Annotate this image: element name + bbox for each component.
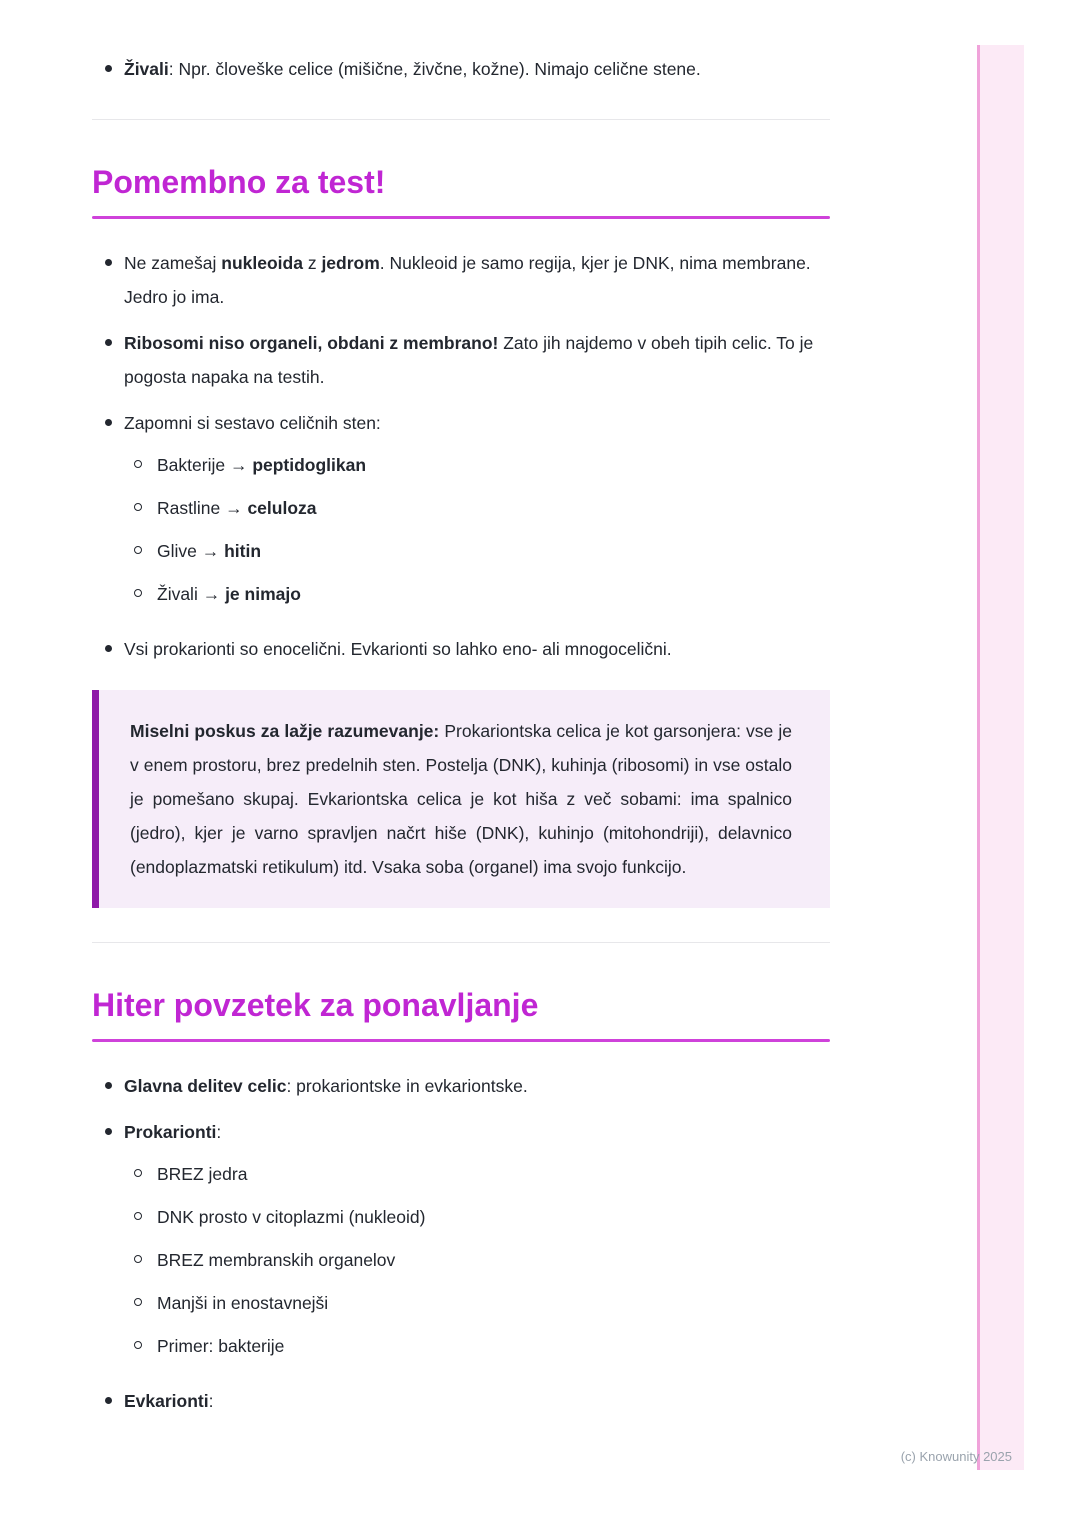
list-item-text xyxy=(124,1069,830,1103)
circle-bullet-icon xyxy=(134,1212,142,1220)
list-item-text xyxy=(124,246,830,314)
list-item-text xyxy=(157,534,261,568)
list-item-text xyxy=(124,1115,830,1149)
section-divider xyxy=(92,119,830,120)
text-segment: hitin xyxy=(224,541,262,561)
text-segment: je nimajo xyxy=(225,584,301,604)
list-item-text xyxy=(157,448,366,482)
circle-bullet-icon xyxy=(134,1298,142,1306)
text-segment: Zapomni si sestavo celičnih sten: xyxy=(124,413,381,433)
text-segment: Prokariontska celica je kot garsonjera: vse je v enem prostoru, brez predelnih sten. Postelja (DNK), kuhinja (ribosomi) in vse ostalo je pomešano skupaj. Evkariontska celica je kot hiša z več sobami: ima spalnico (jedro), kjer je varno spravljen načrt hiše (DNK), kuhinjo (mitohondriji), delavnico (endoplazmatski retikulum) itd. Vsaka soba (organel) ima svojo funkcijo. xyxy=(130,721,793,877)
list-item xyxy=(92,246,830,314)
list-item-text xyxy=(124,1384,830,1418)
list-item-text: BREZ jedra xyxy=(157,1164,248,1184)
text-segment: Bakterije → xyxy=(157,455,253,475)
bullet-dot-icon xyxy=(105,1128,112,1135)
bullet-dot-icon xyxy=(105,65,112,72)
text-segment: peptidoglikan xyxy=(252,455,367,475)
text-segment: : xyxy=(216,1122,222,1142)
text-segment: . Nukleoid je samo regija, kjer je DNK, nima membrane. Jedro jo ima. xyxy=(124,253,811,307)
section-title: Pomembno za test! xyxy=(92,164,386,200)
section-divider xyxy=(92,942,830,943)
circle-bullet-icon xyxy=(134,503,142,511)
circle-bullet-icon xyxy=(134,589,142,597)
text-segment: nukleoida xyxy=(221,253,303,273)
circle-bullet-icon xyxy=(134,546,142,554)
list-item xyxy=(124,1157,830,1191)
list-item-text: Manjši in enostavnejši xyxy=(157,1293,329,1313)
list-item xyxy=(92,1069,830,1103)
list-item xyxy=(92,406,830,620)
page-edge-decoration xyxy=(977,45,1024,1470)
circle-bullet-icon xyxy=(134,1169,142,1177)
text-segment: Prokarionti xyxy=(124,1122,217,1142)
callout-text xyxy=(130,714,792,884)
sub-bullet-list xyxy=(124,1157,830,1363)
text-segment: Rastline → xyxy=(157,498,248,518)
text-segment: Ne zamešaj xyxy=(124,253,222,273)
text-segment: Zato jih najdemo v obeh tipih celic. To je pogosta napaka na testih. xyxy=(124,333,814,387)
list-item xyxy=(124,1200,830,1234)
text-segment: z xyxy=(302,253,322,273)
list-item xyxy=(124,534,830,568)
list-item xyxy=(124,1286,830,1320)
list-item xyxy=(124,448,830,482)
text-segment: Vsi prokarionti so enocelični. Evkarionti so lahko eno- ali mnogocelični. xyxy=(124,639,672,659)
list-item xyxy=(124,1243,830,1277)
list-item-text: DNK prosto v citoplazmi (nukleoid) xyxy=(157,1207,426,1227)
sub-bullet-list xyxy=(124,448,830,611)
circle-bullet-icon xyxy=(134,1341,142,1349)
list-item xyxy=(124,491,830,525)
bullet-dot-icon xyxy=(105,645,112,652)
list-item xyxy=(92,1115,830,1372)
text-segment: Miselni poskus za lažje razumevanje: xyxy=(130,721,440,741)
text-segment: Ribosomi niso organeli, obdani z membrano! xyxy=(124,333,499,353)
list-item xyxy=(92,632,830,666)
text-segment: : xyxy=(208,1391,214,1411)
text-segment: Živali xyxy=(124,59,169,79)
title-underline xyxy=(92,1039,830,1042)
list-item-text xyxy=(157,491,317,525)
circle-bullet-icon xyxy=(134,460,142,468)
text-segment: jedrom xyxy=(321,253,380,273)
text-segment: Glive → xyxy=(157,541,225,561)
notes-content xyxy=(92,0,830,1430)
circle-bullet-icon xyxy=(134,1255,142,1263)
text-segment: Evkarionti xyxy=(124,1391,209,1411)
top-bullet-list xyxy=(92,52,830,86)
list-item xyxy=(124,577,830,611)
list-item-text xyxy=(124,632,830,666)
watermark-credit: (c) Knowunity 2025 xyxy=(900,1449,1012,1464)
list-item-text xyxy=(124,52,830,86)
title-underline xyxy=(92,216,830,219)
list-item xyxy=(92,52,830,86)
list-item-text: BREZ membranskih organelov xyxy=(157,1250,396,1270)
bullet-dot-icon xyxy=(105,339,112,346)
section-pomembno-za-test xyxy=(92,162,830,908)
bullet-dot-icon xyxy=(105,259,112,266)
bullet-dot-icon xyxy=(105,1397,112,1404)
text-segment: celuloza xyxy=(247,498,317,518)
list-item-text: Primer: bakterije xyxy=(157,1336,285,1356)
section-title: Hiter povzetek za ponavljanje xyxy=(92,987,539,1023)
text-segment: Glavna delitev celic xyxy=(124,1076,287,1096)
bullet-dot-icon xyxy=(105,1082,112,1089)
bullet-dot-icon xyxy=(105,419,112,426)
list-item xyxy=(92,326,830,394)
list-item-text xyxy=(124,406,830,440)
list-item xyxy=(124,1329,830,1363)
bullet-list xyxy=(92,1069,830,1418)
bullet-list xyxy=(92,246,830,666)
list-item-text xyxy=(157,577,301,611)
text-segment: : Npr. človeške celice (mišične, živčne, kožne). Nimajo celične stene. xyxy=(168,59,701,79)
text-segment: Živali → xyxy=(157,584,226,604)
list-item-text xyxy=(124,326,830,394)
text-segment: : prokariontske in evkariontske. xyxy=(286,1076,528,1096)
section-hiter-povzetek xyxy=(92,985,830,1418)
list-item xyxy=(92,1384,830,1418)
callout-box xyxy=(92,690,830,908)
